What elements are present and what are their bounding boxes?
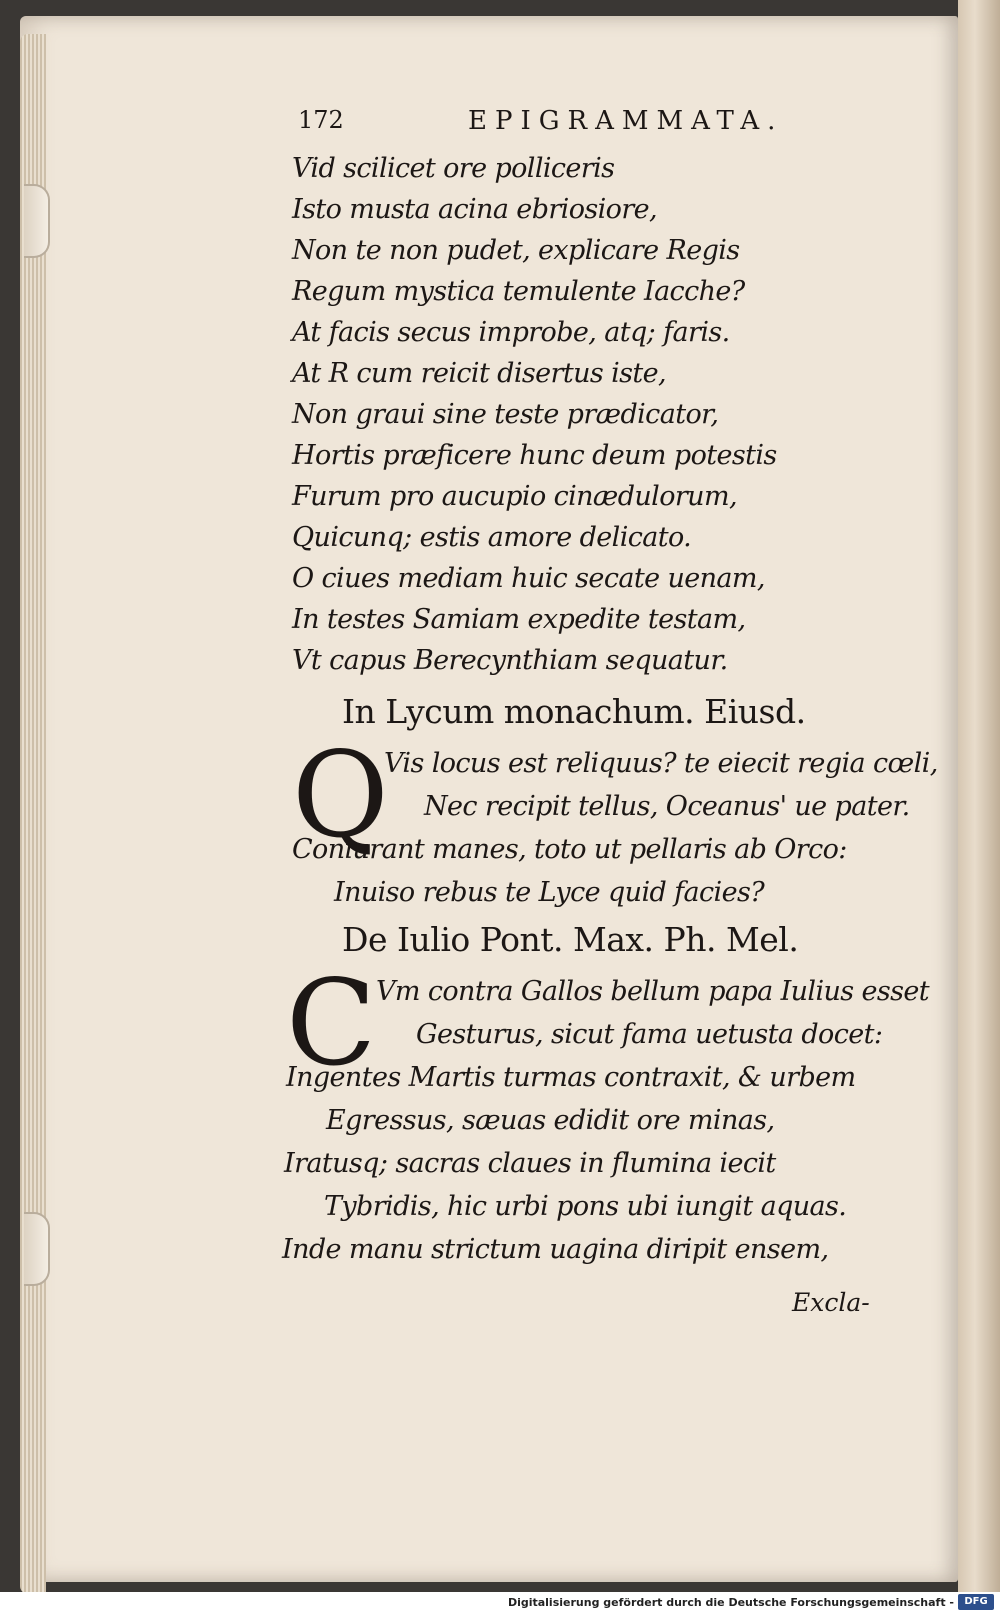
verse-line: Iratusq; sacras claues in flumina iecit [284,1148,776,1179]
verse-line: Non te non pudet, explicare Regis [292,235,740,266]
verse-line: Quicunq; estis amore delicato. [292,522,692,553]
drop-cap: C [286,954,377,1092]
verse-line: In testes Samiam expedite testam, [292,604,746,635]
page-fore-edge [20,34,46,1594]
verse-line: Egressus, sæuas edidit ore minas, [326,1105,775,1136]
verse-line: At facis secus improbe, atq; faris. [292,317,730,348]
verse-line: O ciues mediam huic secate uenam, [292,563,765,594]
running-head: EPIGRAMMATA. [468,106,784,136]
verse-line: Gesturus, sicut fama uetusta docet: [416,1019,883,1050]
page-number: 172 [298,106,344,134]
poem-title: De Iulio Pont. Max. Ph. Mel. [342,920,799,959]
verse-line: Inde manu strictum uagina diripit ensem, [282,1234,829,1265]
verse-line: Ingentes Martis turmas contraxit, & urbem [286,1062,856,1093]
dfg-logo: DFG [958,1594,994,1610]
verse-line: Regum mystica temulente Iacche? [292,276,745,307]
verse-line: Vis locus est reliquus? te eiecit regia cœli, [384,748,938,779]
verse-line: Nec recipit tellus, Oceanus' ue pater. [424,791,910,822]
verse-line: Non graui sine teste prædicator, [292,399,719,430]
verse-line: Vt capus Berecynthiam sequatur. [292,645,728,676]
footer-credit: Digitalisierung gefördert durch die Deutsche Forschungsgemeinschaft - [507,1596,954,1609]
verse-line: Coniurant manes, toto ut pellaris ab Orco: [292,834,847,865]
verse-line: Inuiso rebus te Lyce quid facies? [334,877,765,908]
verse-line: Vm contra Gallos bellum papa Iulius esset [376,976,930,1007]
page-header [292,106,832,146]
book-page [20,16,958,1582]
verse-line: At R cum reicit disertus iste, [292,358,667,389]
binding-clasp-bottom [24,1212,50,1286]
catchword: Excla- [792,1288,870,1317]
verse-line: Isto musta acina ebriosiore, [292,194,657,225]
drop-cap: Q [292,726,389,864]
verse-line: Vid scilicet ore polliceris [292,153,615,184]
verse-line: Hortis præficere hunc deum potestis [292,440,777,471]
verse-line: Furum pro aucupio cinædulorum, [292,481,737,512]
verse-line: Tybridis, hic urbi pons ubi iungit aquas. [324,1191,847,1222]
poem-title: In Lycum monachum. Eiusd. [342,692,806,731]
binding-clasp-top [24,184,50,258]
book-edge-right [958,0,1000,1592]
footer-bar [0,1592,1000,1614]
